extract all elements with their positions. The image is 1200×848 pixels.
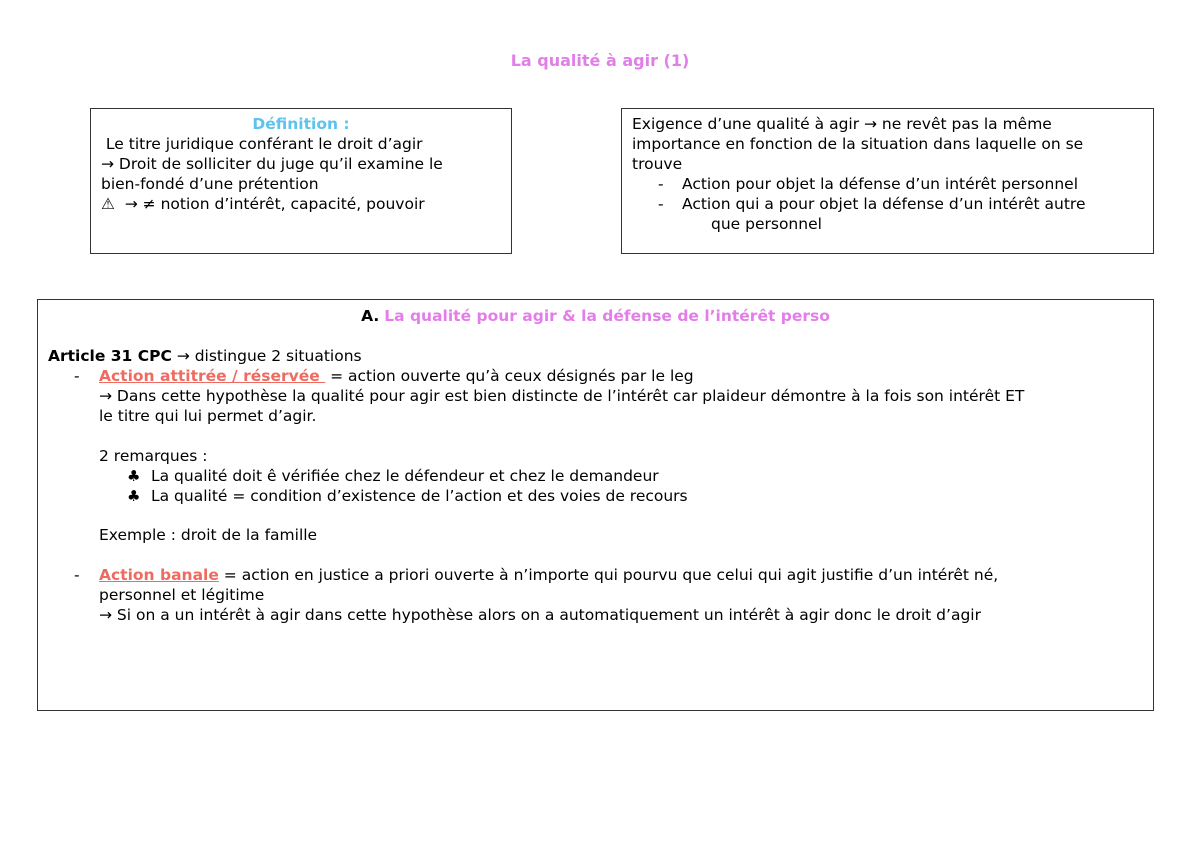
item-attitree: [99, 366, 694, 386]
section-letter: A.: [361, 307, 380, 325]
definition-line-3: bien-fondé d’une prétention: [101, 175, 319, 193]
definition-line-1: Le titre juridique conférant le droit d’agir: [101, 135, 423, 153]
requirement-box: [621, 108, 1154, 254]
action-banale-def: = action en justice a priori ouverte à n’importe qui pourvu que celui qui agit justifie d’un intérêt né,: [218, 566, 999, 584]
requirement-bullet-1: Action pour objet la défense d’un intérêt personnel: [682, 175, 1078, 193]
requirement-line-1: Exigence d’une qualité à agir → ne revêt pas la même: [632, 115, 1052, 133]
item-dash: -: [74, 367, 80, 385]
requirement-bullet-2-cont: que personnel: [711, 215, 822, 233]
bullet-dash: -: [658, 195, 664, 213]
page-title: La qualité à agir (1): [510, 51, 690, 70]
remarks-label: 2 remarques :: [99, 447, 208, 465]
banale-def-cont: personnel et légitime: [99, 586, 265, 604]
requirement-bullet-2: Action qui a pour objet la défense d’un intérêt autre: [682, 195, 1086, 213]
attitree-explain-2: le titre qui lui permet d’agir.: [99, 407, 317, 425]
definition-line-2: → Droit de solliciter du juge qu’il examine le: [101, 155, 443, 173]
attitree-explain-1: → Dans cette hypothèse la qualité pour agir est bien distincte de l’intérêt car plaideur démontre à la fois son intérêt ET: [99, 387, 1025, 405]
section-title: La qualité pour agir & la défense de l’intérêt perso: [384, 307, 830, 325]
requirement-line-2: importance en fonction de la situation dans laquelle on se: [632, 135, 1084, 153]
requirement-line-3: trouve: [632, 155, 683, 173]
remark-2: La qualité = condition d’existence de l’action et des voies de recours: [151, 487, 688, 505]
club-bullet-icon: ♣: [127, 467, 141, 485]
section-heading: [38, 306, 1153, 326]
definition-box: [90, 108, 512, 254]
club-bullet-icon: ♣: [127, 487, 141, 505]
section-a-box: [37, 299, 1154, 711]
banale-explain: → Si on a un intérêt à agir dans cette hypothèse alors on a automatiquement un intérêt à agir donc le droit d’agir: [99, 606, 981, 624]
example-line: Exemple : droit de la famille: [99, 526, 318, 544]
action-attitree-term: Action attitrée / réservée: [99, 367, 326, 385]
action-attitree-def: = action ouverte qu’à ceux désignés par le leg: [325, 367, 694, 385]
article-text: → distingue 2 situations: [171, 347, 362, 365]
article-label: Article 31 CPC: [48, 347, 172, 365]
action-banale-term: Action banale: [99, 566, 219, 584]
article-line: [48, 346, 362, 366]
definition-heading: Définition :: [252, 115, 350, 133]
remark-1: La qualité doit ê vérifiée chez le défendeur et chez le demandeur: [151, 467, 659, 485]
item-banale: [99, 565, 998, 585]
definition-warning-line: ⚠ → ≠ notion d’intérêt, capacité, pouvoir: [101, 195, 425, 213]
item-dash: -: [74, 566, 80, 584]
bullet-dash: -: [658, 175, 664, 193]
